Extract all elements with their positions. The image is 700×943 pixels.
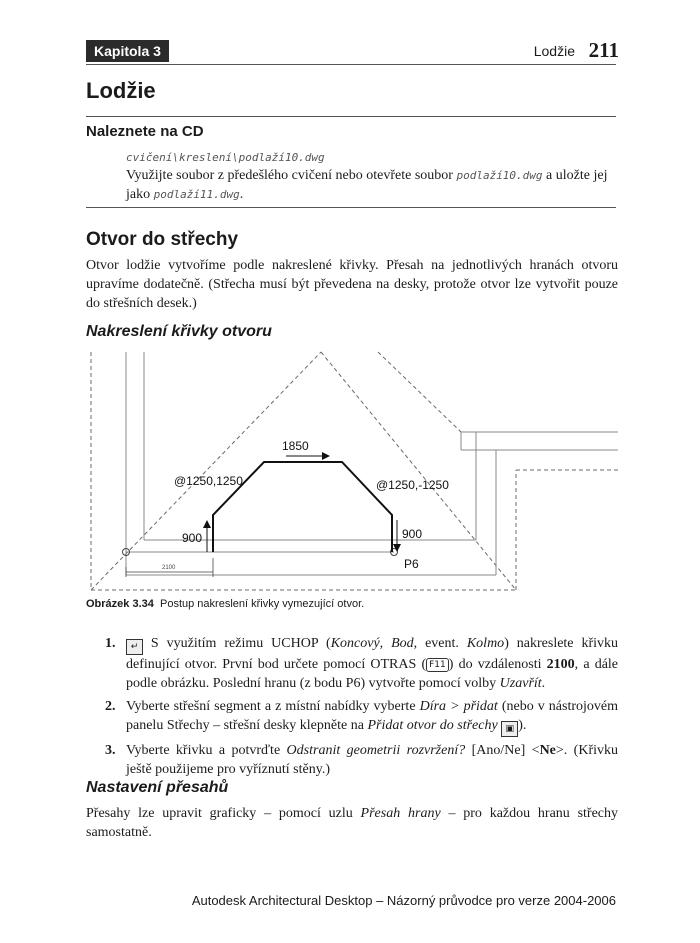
- subsection-heading-offsets: Nastavení přesahů: [86, 779, 229, 796]
- step-item: 3. Vyberte křivku a potvrďte Odstranit geometrii rozvržení? [Ano/Ne] <Ne>. (Křivku ještě použijeme pro vyříznutí stěny.): [105, 743, 618, 777]
- step-item: 2. Vyberte střešní segment a z místní nabídky vyberte Díra > přidat (nebo v nástrojovém panelu Střechy – střešní desky klepněte na Přidat otvor do střechy ▣ ).: [86, 697, 618, 737]
- figure-drawing: [86, 350, 618, 592]
- page-title: Lodžie: [86, 78, 156, 103]
- running-title: Lodžie: [533, 43, 575, 59]
- cd-box-top-rule: [86, 116, 616, 117]
- label-height-right: 900: [402, 527, 423, 541]
- step-number: 3.: [105, 743, 116, 758]
- page-number: 211: [588, 38, 619, 62]
- label-length-top: 1850: [282, 439, 309, 453]
- cd-file-path: cvičení\kreslení\podlaží10.dwg: [126, 151, 325, 164]
- step-number: 2.: [105, 699, 116, 714]
- section-intro: Otvor lodžie vytvoříme podle nakreslené křivky. Přesah na jednotlivých hranách otvoru upravíme dodatečně. (Střecha musí být převedena na desky, protože otvor lze vytvořit pouze do střešních desek.): [86, 258, 618, 311]
- label-coord-left: @1250,1250: [174, 474, 243, 488]
- offsets-text: Přesahy lze upravit graficky – pomocí uzlu Přesah hrany – pro každou hranu střechy samostatně.: [86, 806, 618, 840]
- page-header: [86, 40, 619, 64]
- f11-key-icon: F11: [426, 658, 449, 672]
- subsection-heading-curve: Nakreslení křivky otvoru: [86, 323, 272, 340]
- section-heading: Otvor do střechy: [86, 229, 239, 250]
- cd-instructions: Využijte soubor z předešlého cvičení nebo otevřete soubor podlaží10.dwg a uložte jej jako podlaží11.dwg.: [126, 168, 608, 202]
- figure-caption: [86, 598, 364, 610]
- polyline-tool-icon: ↵: [126, 639, 143, 655]
- cd-heading: Naleznete na CD: [86, 123, 204, 140]
- step-number: 1.: [105, 636, 116, 651]
- chapter-badge: Kapitola 3: [86, 40, 169, 62]
- cd-box-bottom-rule: [86, 207, 616, 208]
- roof-opening-tool-icon: ▣: [501, 721, 518, 737]
- page-footer: Autodesk Architectural Desktop – Názorný průvodce pro verze 2004-2006: [191, 893, 616, 908]
- step-item: 1. ↵ S využitím režimu UCHOP (Koncový, Bod, event. Kolmo) nakreslete křivku definující otvor. První bod určete pomocí OTRAS ( F11 ) do vzdálenosti 2100, a dále podle obrázku. Poslední hranu (z bodu P6) vytvořte pomocí volby Uzavřít.: [105, 636, 619, 691]
- arrow-up-head: [203, 520, 211, 528]
- cd-file-name-2: podlaží11.dwg: [153, 188, 240, 201]
- arrow-down-head: [393, 544, 401, 552]
- header-rule: [86, 64, 616, 65]
- label-dimension: 2100: [162, 565, 176, 571]
- label-height-left: 900: [182, 531, 203, 545]
- arrow-right-head: [322, 452, 330, 460]
- label-point-p6: P6: [404, 557, 419, 571]
- label-coord-right: @1250,-1250: [376, 478, 449, 492]
- roof-edge-line: [378, 352, 461, 432]
- cd-file-name-1: podlaží10.dwg: [456, 169, 543, 182]
- steps-list: [86, 634, 618, 783]
- figure-number: Obrázek 3.34: [86, 598, 154, 610]
- figure-caption-text: Postup nakreslení křivky vymezující otvor.: [160, 598, 365, 610]
